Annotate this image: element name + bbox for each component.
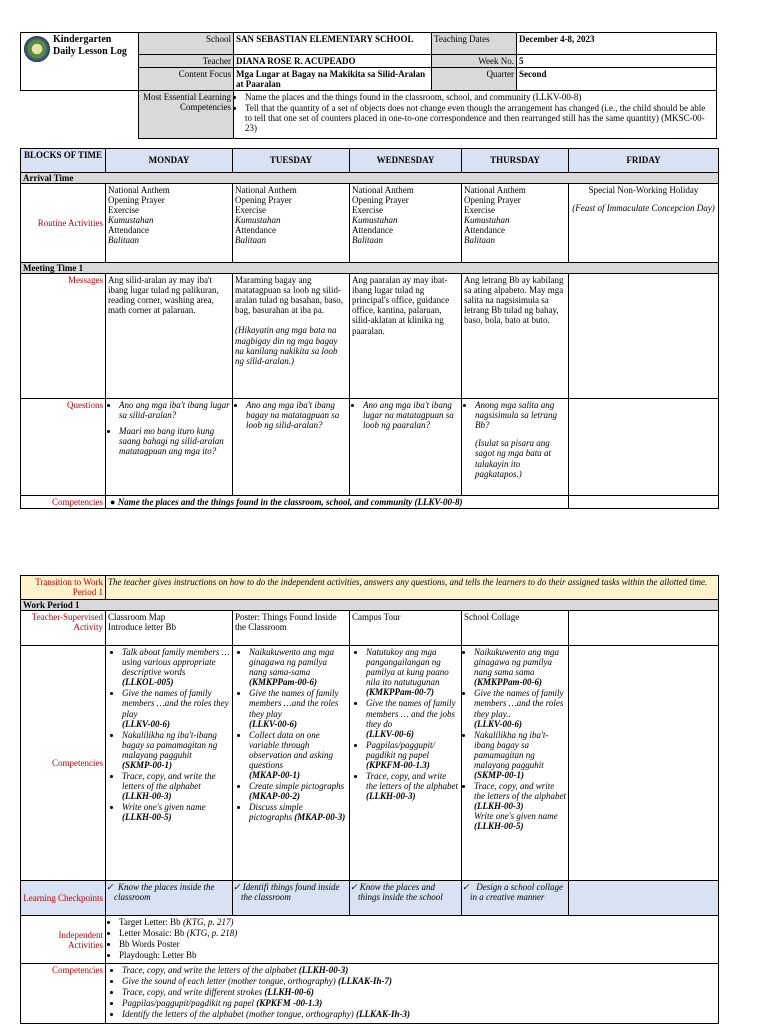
independent-label: Independent Activities	[21, 916, 106, 964]
content-label: Content Focus	[139, 68, 234, 91]
schedule-table-1	[20, 148, 719, 509]
tsa-tue: Poster: Things Found Inside the Classroom	[233, 611, 350, 646]
routine-thu: National Anthem Opening Prayer Exercise Kumustahan Attendance Balitaan	[462, 184, 569, 263]
page-title: Kindergarten Daily Lesson Log	[53, 34, 127, 57]
mel-label: Most Essential Learning Competencies	[139, 91, 234, 139]
header-spacer	[21, 91, 139, 139]
work-period-section: Work Period 1	[21, 600, 719, 611]
transition-value: The teacher gives instructions on how to do the independent activities, answers any questions, and tells the learners to do their assigned tasks within the allotted time.	[106, 576, 719, 600]
work-comp-wed: • Natutukoy ang mga pangangailangan ng pamilya at kung paano nila ito natutugunan (KMKPPam-00-7) • Give the names of family members … and the jobs they do (LLKV-00-6) • Pagpilas/paggupit/ pagdikit ng papel (KPKFM-00-1.3) • Trace, copy, and write the letters of the alphabet (LLKH-00-3)	[350, 646, 462, 881]
wednesday-header: WEDNESDAY	[350, 149, 462, 173]
checkpoint-thu: ✓ Design a school collage in a creative manner	[462, 881, 569, 916]
list-item: • Playdough: Letter Bb	[119, 950, 716, 960]
list-item: • Letter Mosaic: Bb (KTG, p. 218)	[119, 928, 716, 938]
mel-item: • Name the places and the things found in the classroom, school, and community (LLKV-00-8)	[245, 92, 714, 102]
competencies-value: ● Name the places and the things found in the classroom, school, and community (LLKV-00-8)	[106, 496, 569, 509]
content-value: Mga Lugar at Bagay na Makikita sa Silid-Aralan at Paaralan	[234, 68, 432, 91]
questions-mon: • Ano ang mga iba't ibang lugar sa silid-aralan? • Maari mo bang ituro kung saang bahagi ng silid-aralan matatagpuan ang mga ito?	[106, 399, 233, 496]
quarter-value: Second	[517, 68, 717, 91]
tsa-label: Teacher-Supervised Activity	[21, 611, 106, 646]
list-item: • Target Letter: Bb (KTG, p. 217)	[119, 917, 716, 927]
list-item: • Trace, copy, and write different strokes (LLKH-00-6)	[122, 987, 716, 997]
messages-wed: Ang paaralan ay may ibat-ibang lugar tulad ng principal's office, guidance office, kantina, palaruan, silid-aklatan at klinika ng paaralan.	[350, 274, 462, 399]
meeting-section: Meeting Time 1	[21, 263, 719, 274]
teacher-value: DIANA ROSE R. ACUPEADO	[234, 55, 432, 68]
checkpoint-tue: ✓ Identifi things found inside the classroom	[233, 881, 350, 916]
dates-label: Teaching Dates	[432, 33, 517, 55]
messages-label: Messages	[21, 274, 106, 399]
tsa-fri	[569, 611, 719, 646]
schedule-table-2	[20, 575, 719, 1024]
list-item: • Bb Words Poster	[119, 939, 716, 949]
list-item: • Trace, copy, and write the letters of the alphabet (LLKH-00-3)	[122, 965, 716, 975]
questions-wed: • Ano ang mga iba't ibang lugar na matatagpuan sa loob ng paaralan?	[350, 399, 462, 496]
messages-tue: Maraming bagay ang matatagpuan sa loob ng silid-aralan tulad ng basahan, baso, bag, basurahan at iba pa. (Hikayatin ang mga bata na magbigay din ng mga bagay na kanilang nakikita sa loob ng silid-aralan.)	[233, 274, 350, 399]
list-item: • Identify the letters of the alphabet (mother tongue, orthography) (LLKAK-Ih-3)	[122, 1009, 716, 1019]
arrival-section: Arrival Time	[21, 173, 719, 184]
questions-fri	[569, 399, 719, 496]
monday-header: MONDAY	[106, 149, 233, 173]
questions-tue: • Ano ang mga iba't ibang bagay na matatagpuan sa loob ng silid-aralan?	[233, 399, 350, 496]
work-competencies-label: Competencies	[21, 646, 106, 881]
routine-mon: National Anthem Opening Prayer Exercise Kumustahan Attendance Balitaan	[106, 184, 233, 263]
checkpoint-wed: ✓ Know the places and things inside the school	[350, 881, 462, 916]
work-competencies-2-value	[106, 964, 719, 1024]
dates-value: December 4-8, 2023	[517, 33, 717, 55]
questions-thu: • Anong mga salita ang nagsisimula sa letrang Bb? (Isulat sa pisara ang sagot ng mga bata at talakayin ito pagkatapos.)	[462, 399, 569, 496]
mel-item: • Tell that the quantity of a set of objects does not change even though the arrangement has changed (i.e., the child should be able to tell that one set of counters placed in one-to-one correspondence and then rearranged still has the same quantity) (MKSC-00-23)	[245, 103, 714, 133]
checkpoint-mon: ✓ Know the places inside the classroom	[106, 881, 233, 916]
competencies-label: Competencies	[21, 496, 106, 509]
competencies-fri	[569, 496, 719, 509]
checkpoints-label: Learning Checkpoints	[21, 881, 106, 916]
transition-label: Transition to Work Period 1	[21, 576, 106, 600]
tsa-thu: School Collage	[462, 611, 569, 646]
routine-tue: National Anthem Opening Prayer Exercise Kumustahan Attendance Balitaan	[233, 184, 350, 263]
week-label: Week No.	[432, 55, 517, 68]
independent-value	[106, 916, 719, 964]
school-value: SAN SEBASTIAN ELEMENTARY SCHOOL	[234, 33, 432, 55]
messages-mon: Ang silid-aralan ay may iba't ibang lugar tulad ng palikuran, reading corner, washing area, math corner at palaruan.	[106, 274, 233, 399]
routine-fri-holiday: Special Non-Working Holiday (Feast of Immaculate Concepcion Day)	[569, 184, 719, 263]
questions-label: Questions	[21, 399, 106, 496]
quarter-label: Quarter	[432, 68, 517, 91]
work-comp-tue: • Naikukuwento ang mga ginagawa ng pamilya nang sama-sama (KMKPPam-00-6) • Give the names of family members …and the roles they play (LLKV-00-6) • Collect data on one variable through observation and asking questions (MKAP-00-1) • Create simple pictographs (MKAP-00-2) • Discuss simple pictographs (MKAP-00-3)	[233, 646, 350, 881]
list-item: • Pagpilas/paggupit/pagdikit ng papel (KPKFM -00-1.3)	[122, 998, 716, 1008]
friday-header: FRIDAY	[569, 149, 719, 173]
week-value: 5	[517, 55, 717, 68]
work-comp-mon: • Talk about family members …using various appropriate descriptive words (LLKOL-005) • Give the names of family members …and the roles they play (LLKV-00-6) • Nakalilikha ng iba't-ibang bagay sa pamamagitan ng malayang pagguhit (SKMP-00-1) • Trace, copy, and write the letters of the alphabet (LLKH-00-3) • Write one's given name (LLKH-00-5)	[106, 646, 233, 881]
header-table	[20, 32, 717, 139]
routine-label: Routine Activities	[21, 184, 106, 263]
header-title-cell	[21, 33, 139, 91]
teacher-label: Teacher	[139, 55, 234, 68]
tsa-wed: Campus Tour	[350, 611, 462, 646]
tuesday-header: TUESDAY	[233, 149, 350, 173]
checkpoint-fri	[569, 881, 719, 916]
mel-value	[234, 91, 717, 139]
blocks-header: BLOCKS OF TIME	[21, 149, 106, 173]
work-competencies-2-label: Competencies	[21, 964, 106, 1024]
list-item: • Give the sound of each letter (mother tongue, orthography) (LLKAK-Ih-7)	[122, 976, 716, 986]
thursday-header: THURSDAY	[462, 149, 569, 173]
work-comp-fri	[569, 646, 719, 881]
messages-fri	[569, 274, 719, 399]
deped-seal-icon	[24, 36, 50, 62]
school-label: School	[139, 33, 234, 55]
routine-wed: National Anthem Opening Prayer Exercise Kumustahan Attendance Balitaan	[350, 184, 462, 263]
work-comp-thu: • Naikukuwento ang mga ginagawa ng pamilya nang sama sama (KMKPPam-00-6) • Give the names of family members …and the roles they play.. (LLKV-00-6) • Nakalilikha ng iba't-ibang bagay sa pamamagitan ng malayang pagguhit (SKMP-00-1) • Trace, copy, and write the letters of the alphabet (LLKH-00-3) Write one's given name (LLKH-00-5)	[462, 646, 569, 881]
tsa-mon: Classroom Map Introduce letter Bb	[106, 611, 233, 646]
messages-thu: Ang letrang Bb ay kabilang sa ating alpabeto. May mga salita na nagsisimula sa letrang Bb tulad ng bahay, baso, bola, bato at buto.	[462, 274, 569, 399]
